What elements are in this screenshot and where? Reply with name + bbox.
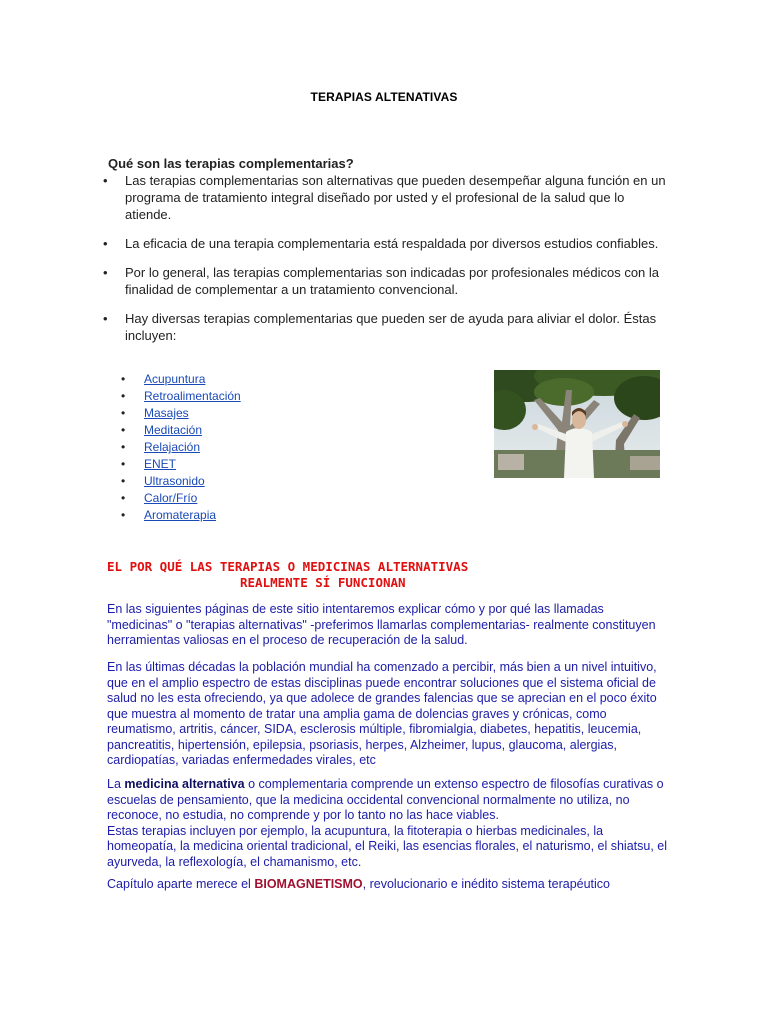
link-retroalimentacion[interactable]: Retroalimentación (144, 389, 241, 403)
link-masajes[interactable]: Masajes (144, 406, 189, 420)
emphasis-text: BIOMAGNETISMO (254, 877, 363, 891)
list-item (118, 371, 241, 388)
list-item (118, 490, 241, 507)
heading-line-2: REALMENTE SÍ FUNCIONAN (240, 575, 406, 590)
section-heading (107, 559, 547, 591)
section-question: Qué son las terapias complementarias? (108, 156, 354, 171)
page-title: TERAPIAS ALTENATIVAS (310, 90, 458, 104)
bullet-item: • Las terapias complementarias son alternativas que pueden desempeñar alguna función en un programa de tratamiento integral diseñado por usted y el profesional de la salud que lo atiende. (100, 172, 670, 223)
list-item (118, 439, 241, 456)
link-meditacion[interactable]: Meditación (144, 423, 203, 437)
link-aromaterapia[interactable]: Aromaterapia (144, 508, 217, 522)
paragraph-text: , revolucionario e inédito sistema terapéutico (362, 877, 611, 891)
paragraph-text: o complementaria comprende un extenso espectro de filosofías curativas o escuelas de pensamiento, que la medicina occidental convencional normalmente no utiliza, no reconoce, no estudia, no comprende y por lo tanto no las hace viables. (107, 777, 664, 822)
list-item (118, 388, 241, 405)
paragraph-text: Capítulo aparte merece el (107, 877, 255, 891)
paragraph-biomagnetismo (107, 877, 667, 893)
therapy-link-list (118, 371, 241, 524)
bullet-item: • Por lo general, las terapias complementarias son indicadas por profesionales médicos con la finalidad de complementar a un tratamiento convencional. (100, 264, 670, 298)
paragraph-text: Estas terapias incluyen por ejemplo, la acupuntura, la fitoterapia o hierbas medicinales, la homeopatía, la medicina oriental tradicional, el Reiki, las esencias florales, el naturismo, el shiatsu, el ayurveda, la reflexología, el chamanismo, etc. (107, 823, 668, 869)
list-item (118, 456, 241, 473)
link-acupuntura[interactable]: Acupuntura (144, 372, 206, 386)
list-item (118, 507, 241, 524)
bullet-item: • Hay diversas terapias complementarias que pueden ser de ayuda para aliviar el dolor. Éstas incluyen: (100, 310, 670, 344)
link-relajacion[interactable]: Relajación (144, 440, 201, 454)
paragraph-definition (107, 777, 667, 870)
heading-line-1: EL POR QUÉ LAS TERAPIAS O MEDICINAS ALTERNATIVAS (107, 559, 469, 574)
list-item (118, 405, 241, 422)
paragraph-intro: En las siguientes páginas de este sitio intentaremos explicar cómo y por qué las llamadas "medicinas" o "terapias alternativas" -preferimos llamarlas complementarias- realmente constituyen herramientas valiosas en el proceso de recuperación de la salud. (107, 602, 656, 647)
bullet-item: • La eficacia de una terapia complementaria está respaldada por diversos estudios confiables. (100, 235, 670, 252)
emphasis-text: medicina alternativa (124, 777, 245, 791)
link-enet[interactable]: ENET (144, 457, 177, 471)
paragraph-text: La (107, 777, 125, 791)
bullet-list (100, 172, 670, 356)
link-ultrasonido[interactable]: Ultrasonido (144, 474, 205, 488)
list-item (118, 422, 241, 439)
paragraph-context: En las últimas décadas la población mundial ha comenzado a percibir, más bien a un nivel intuitivo, que en el amplio espectro de estas disciplinas puede encontrar soluciones que el sistema oficial de salud no les esta ofreciendo, ya que adolece de grandes falencias que se aprecian en el poco éxito que muestra al momento de tratar una amplia gama de dolencias graves y crónicas, como reumatismo, artritis, cáncer, SIDA, esclerosis múltiple, fibromialgia, diabetes, hepatitis, leucemia, pancreatitis, hipertensión, epilepsia, psoriasis, herpes, Alzheimer, lupus, glaucoma, alergias, cardiopatías, variadas enfermedades virales, etc (107, 660, 657, 767)
meditation-photo (494, 370, 660, 478)
list-item (118, 473, 241, 490)
link-calor-frio[interactable]: Calor/Frío (144, 491, 198, 505)
